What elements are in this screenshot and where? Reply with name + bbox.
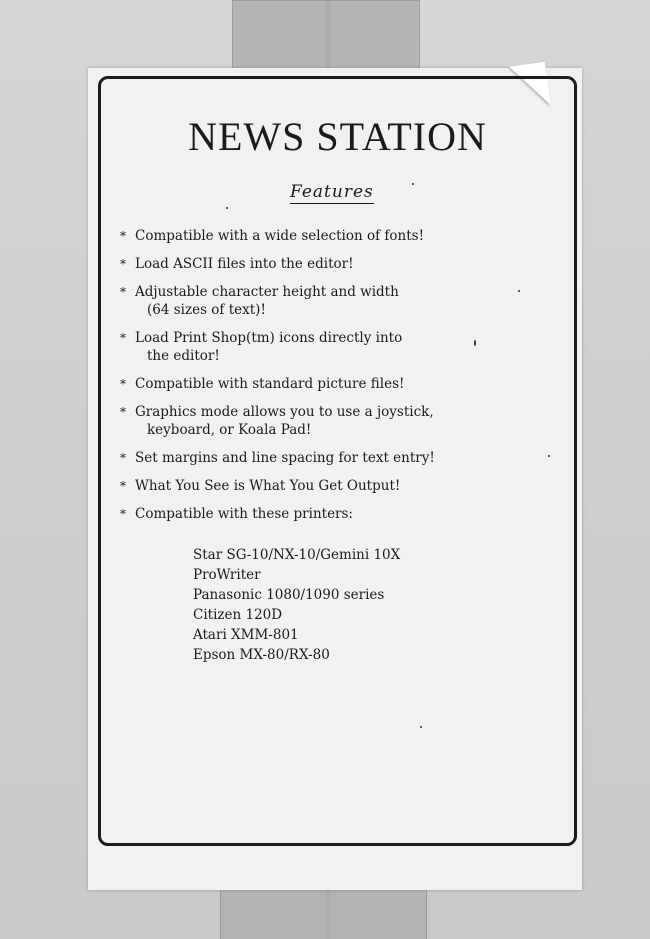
tape-top [232,0,420,72]
feature-item [120,477,560,495]
printer-item: Epson MX-80/RX-80 [193,647,330,663]
feature-item [120,329,560,365]
printer-item: ProWriter [193,567,261,583]
feature-item [120,375,560,393]
tape-bottom [220,884,427,939]
feature-text: Compatible with a wide selection of fonts! [135,228,425,244]
flyer-title: NEWS STATION [188,114,487,159]
feature-text: Compatible with these printers: [135,506,353,522]
feature-text-continued: keyboard, or Koala Pad! [147,422,312,438]
feature-text: Compatible with standard picture files! [135,376,405,392]
paper-speck [412,183,414,185]
feature-item [120,505,560,523]
feature-item [120,449,560,467]
bullet-icon: * [120,377,126,391]
printer-item: Atari XMM-801 [193,627,299,643]
bullet-icon: * [120,451,126,465]
feature-text-continued: (64 sizes of text)! [147,302,266,318]
bullet-icon: * [120,405,126,419]
bullet-icon: * [120,507,126,521]
paper-speck [474,340,476,346]
feature-text: Adjustable character height and width [135,284,399,300]
bullet-icon: * [120,257,126,271]
bullet-icon: * [120,479,126,493]
feature-text: What You See is What You Get Output! [135,478,401,494]
feature-text: Load Print Shop(tm) icons directly into [135,330,403,346]
feature-item [120,283,560,319]
printer-list [193,545,400,665]
feature-item [120,227,560,245]
feature-text-continued: the editor! [147,348,220,364]
printer-item: Citizen 120D [193,607,283,623]
bullet-icon: * [120,229,126,243]
printer-item: Panasonic 1080/1090 series [193,587,385,603]
feature-list [120,227,560,533]
bullet-icon: * [120,285,126,299]
feature-item [120,403,560,439]
feature-text: Set margins and line spacing for text entry! [135,450,435,466]
feature-item [120,255,560,273]
printer-item: Star SG-10/NX-10/Gemini 10X [193,547,401,563]
paper-speck [226,207,228,209]
feature-text: Load ASCII files into the editor! [135,256,354,272]
paper-speck [420,726,422,728]
bullet-icon: * [120,331,126,345]
feature-text: Graphics mode allows you to use a joystick, [135,404,434,420]
features-heading: Features [290,182,374,202]
paper-speck [548,455,550,457]
paper-speck [518,290,520,292]
